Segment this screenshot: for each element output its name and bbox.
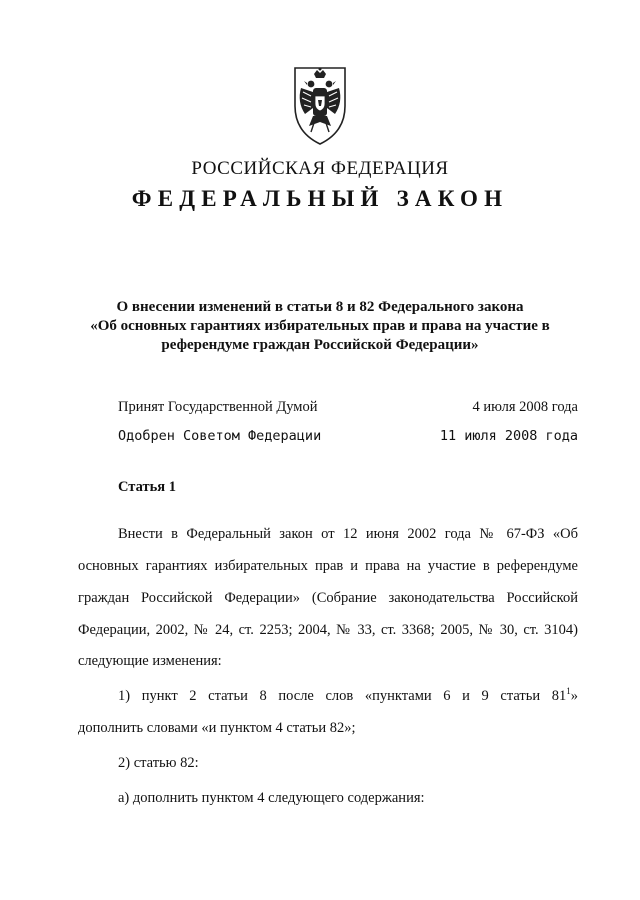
article-heading: Статья 1 [118,479,176,495]
list-item-3: а) дополнить пунктом 4 следующего содержания: [118,790,425,806]
closing-quote: » [570,688,578,704]
coat-of-arms-icon [277,62,363,148]
paragraph-line: дополнить словами «и пунктом 4 статьи 82»; [78,720,356,736]
list-item-2: 2) статью 82: [118,755,199,771]
duma-label: Принят Государственной Думой [118,399,318,415]
council-label: Одобрен Советом Федерации [118,428,322,444]
council-date: 11 июля 2008 года [439,428,578,444]
paragraph-line: основных гарантиях избирательных прав и права на участие в референдуме [78,558,578,574]
paragraph-line: следующие изменения: [78,653,222,669]
duma-date: 4 июля 2008 года [472,399,578,415]
document-type: ФЕДЕРАЛЬНЫЙ ЗАКОН [131,186,509,211]
law-title-line: О внесении изменений в статьи 8 и 82 Федерального закона [116,299,524,315]
law-title-line: «Об основных гарантиях избирательных прав и права на участие в [90,318,550,334]
paragraph-line: Внести в Федеральный закон от 12 июня 2002 года № 67-ФЗ «Об [118,526,578,542]
superscript: 1 [566,686,571,697]
paragraph-line: граждан Российской Федерации» (Собрание законодательства Российской [78,590,578,606]
paragraph-line: Федерации, 2002, № 24, ст. 2253; 2004, № 33, ст. 3368; 2005, № 30, ст. 3104) [78,622,578,638]
law-title [70,298,570,355]
law-title-line: референдуме граждан Российской Федерации» [161,337,479,353]
country-name: РОССИЙСКАЯ ФЕДЕРАЦИЯ [191,158,449,179]
list-item-1 [78,688,578,705]
list-item-text: 1) пункт 2 статьи 8 после слов «пунктами 6 и 9 статьи 81 [118,688,567,704]
